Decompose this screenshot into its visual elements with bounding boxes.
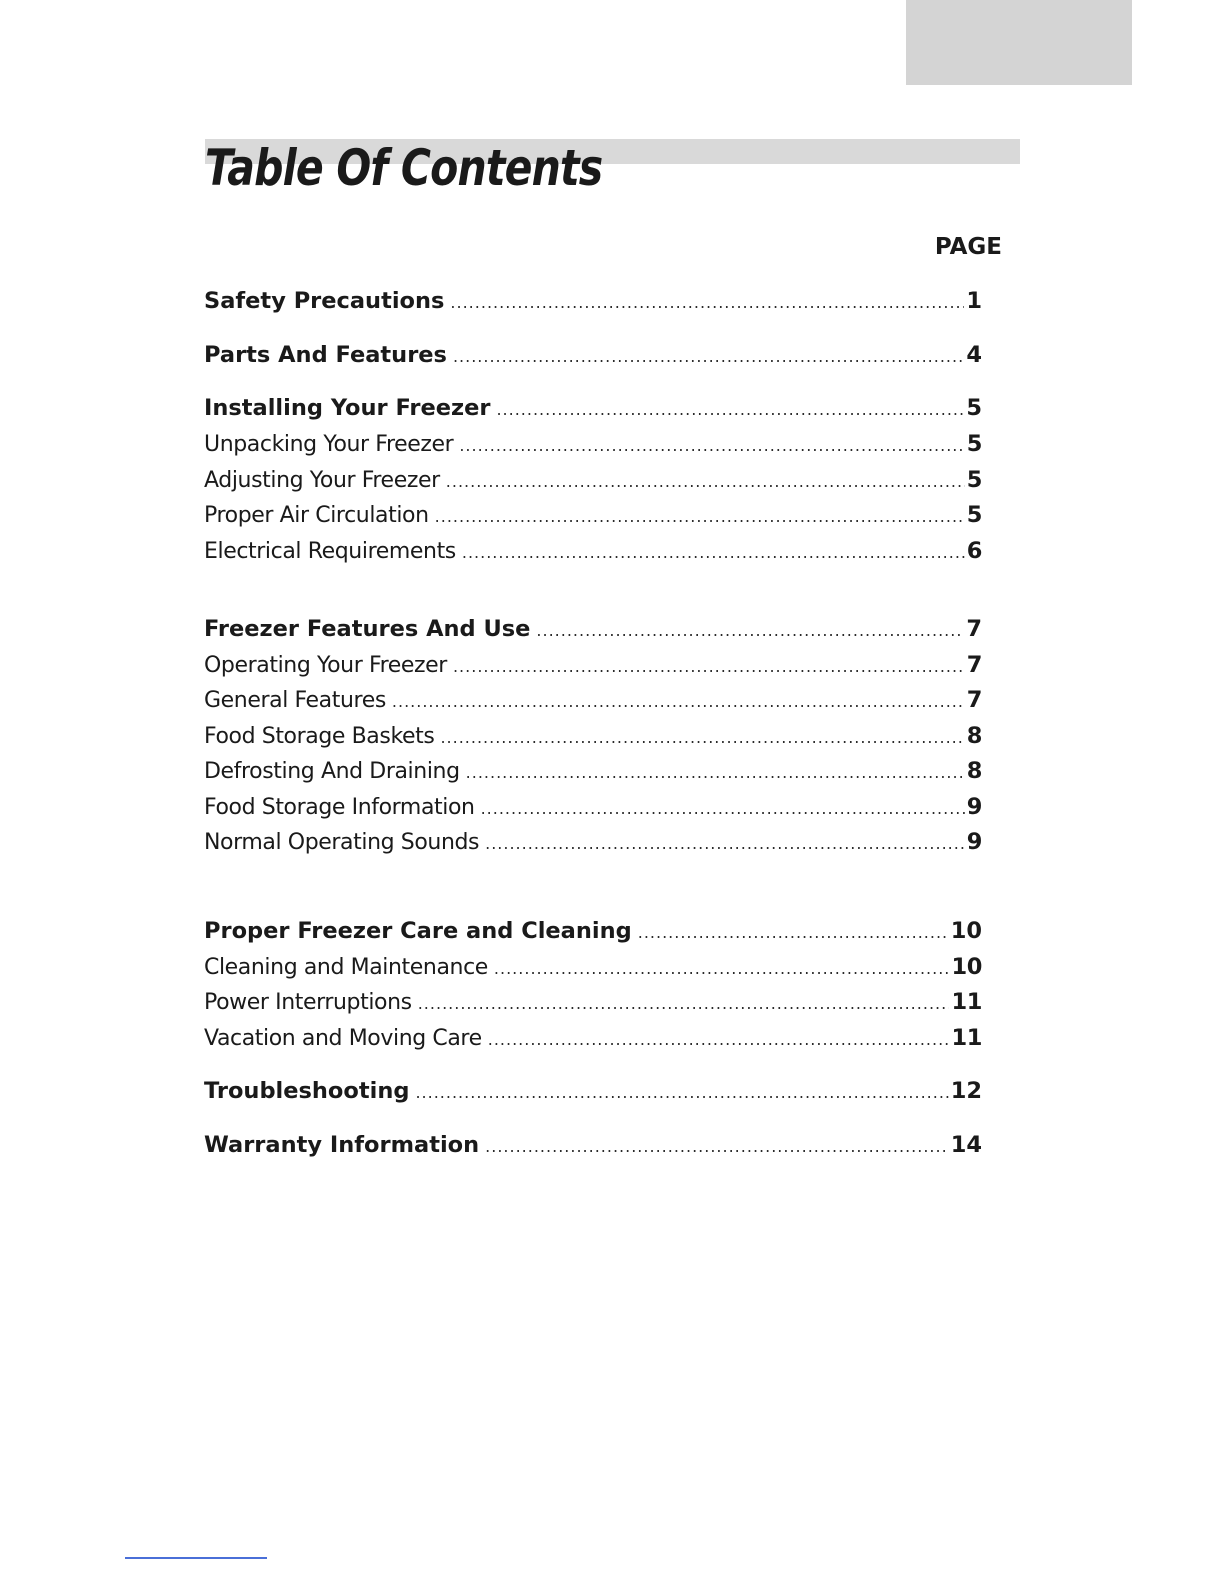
toc-entry-food-storage-information[interactable] (204, 791, 982, 823)
toc-entry-label: Installing Your Freezer (204, 395, 491, 421)
toc-entry-label: Normal Operating Sounds (204, 830, 480, 855)
page-column-header: PAGE (934, 234, 1002, 260)
toc-entry-page: 11 (951, 989, 982, 1015)
toc-entry-parts-and-features[interactable] (204, 339, 982, 371)
toc-entry-page: 7 (966, 687, 982, 713)
toc-entry-page: 10 (950, 918, 982, 944)
toc-entry-vacation-and-moving-care[interactable] (204, 1022, 982, 1054)
toc-leader-dots (488, 1024, 950, 1056)
toc-entry-page: 4 (966, 342, 982, 368)
toc-entry-label: Warranty Information (204, 1132, 480, 1158)
toc-entry-normal-operating-sounds[interactable] (204, 826, 982, 858)
toc-leader-dots (435, 501, 965, 533)
toc-leader-dots (418, 988, 950, 1020)
toc-entry-label: General Features (204, 688, 386, 713)
toc-entry-food-storage-baskets[interactable] (204, 720, 982, 752)
toc-entry-proper-air-circulation[interactable] (204, 499, 982, 531)
toc-leader-dots (415, 1077, 948, 1109)
toc-leader-dots (462, 537, 965, 569)
toc-entry-defrosting-and-draining[interactable] (204, 755, 982, 787)
toc-entry-label: Troubleshooting (204, 1078, 410, 1104)
toc-entry-label: Food Storage Information (204, 795, 475, 820)
toc-entry-label: Safety Precautions (204, 288, 445, 314)
toc-entry-installing-your-freezer[interactable] (204, 392, 982, 424)
toc-entry-electrical-requirements[interactable] (204, 535, 982, 567)
toc-entry-label: Cleaning and Maintenance (204, 955, 488, 980)
toc-leader-dots (494, 953, 950, 985)
toc-entry-freezer-features-and-use[interactable] (204, 613, 982, 645)
toc-leader-dots (459, 430, 964, 462)
toc-leader-dots (440, 722, 964, 754)
toc-entry-adjusting-your-freezer[interactable] (204, 464, 982, 496)
toc-leader-dots (485, 828, 965, 860)
toc-entry-label: Parts And Features (204, 342, 447, 368)
toc-leader-dots (392, 686, 965, 718)
toc-entry-page: 7 (966, 616, 982, 642)
toc-entry-page: 10 (951, 954, 982, 980)
toc-leader-dots (450, 287, 964, 319)
toc-leader-dots (453, 341, 964, 373)
toc-entry-label: Power Interruptions (204, 990, 412, 1015)
toc-entry-label: Adjusting Your Freezer (204, 468, 440, 493)
toc-leader-dots (466, 757, 965, 789)
corner-tab-decoration (906, 0, 1132, 85)
toc-leader-dots (496, 394, 964, 426)
toc-entry-operating-your-freezer[interactable] (204, 649, 982, 681)
toc-entry-page: 5 (966, 502, 982, 528)
toc-leader-dots (453, 651, 965, 683)
toc-entry-page: 9 (966, 829, 982, 855)
toc-entry-label: Vacation and Moving Care (204, 1026, 482, 1051)
toc-entry-label: Operating Your Freezer (204, 653, 447, 678)
toc-entry-page: 9 (966, 794, 982, 820)
toc-entry-page: 1 (966, 288, 982, 314)
toc-entry-page: 6 (966, 538, 982, 564)
toc-entry-page: 7 (966, 652, 982, 678)
toc-entry-label: Electrical Requirements (204, 539, 456, 564)
toc-entry-page: 14 (950, 1132, 982, 1158)
toc-entry-warranty-information[interactable] (204, 1129, 982, 1161)
toc-entry-page: 5 (966, 395, 982, 421)
toc-entry-label: Unpacking Your Freezer (204, 432, 454, 457)
toc-leader-dots (481, 793, 965, 825)
page-title: Table Of Contents (205, 139, 603, 197)
toc-entry-page: 8 (966, 723, 982, 749)
toc-entry-proper-freezer-care-and-cleaning[interactable] (204, 915, 982, 947)
toc-entry-cleaning-and-maintenance[interactable] (204, 951, 982, 983)
toc-entry-troubleshooting[interactable] (204, 1075, 982, 1107)
toc-leader-dots (638, 917, 949, 949)
toc-leader-dots (485, 1131, 949, 1163)
toc-entry-label: Proper Freezer Care and Cleaning (204, 918, 632, 944)
toc-leader-dots (446, 466, 965, 498)
toc-entry-page: 5 (966, 467, 982, 493)
toc-leader-dots (536, 615, 964, 647)
toc-entry-page: 8 (966, 758, 982, 784)
bottom-link-underline (125, 1557, 267, 1559)
toc-entry-label: Proper Air Circulation (204, 503, 429, 528)
toc-entry-label: Freezer Features And Use (204, 616, 531, 642)
toc-entry-power-interruptions[interactable] (204, 986, 982, 1018)
toc-entry-page: 12 (950, 1078, 982, 1104)
toc-entry-page: 11 (951, 1025, 982, 1051)
toc-entry-safety-precautions[interactable] (204, 285, 982, 317)
toc-entry-label: Defrosting And Draining (204, 759, 460, 784)
toc-entry-unpacking-your-freezer[interactable] (204, 428, 982, 460)
toc-entry-label: Food Storage Baskets (204, 724, 435, 749)
toc-entry-general-features[interactable] (204, 684, 982, 716)
toc-entry-page: 5 (966, 431, 982, 457)
